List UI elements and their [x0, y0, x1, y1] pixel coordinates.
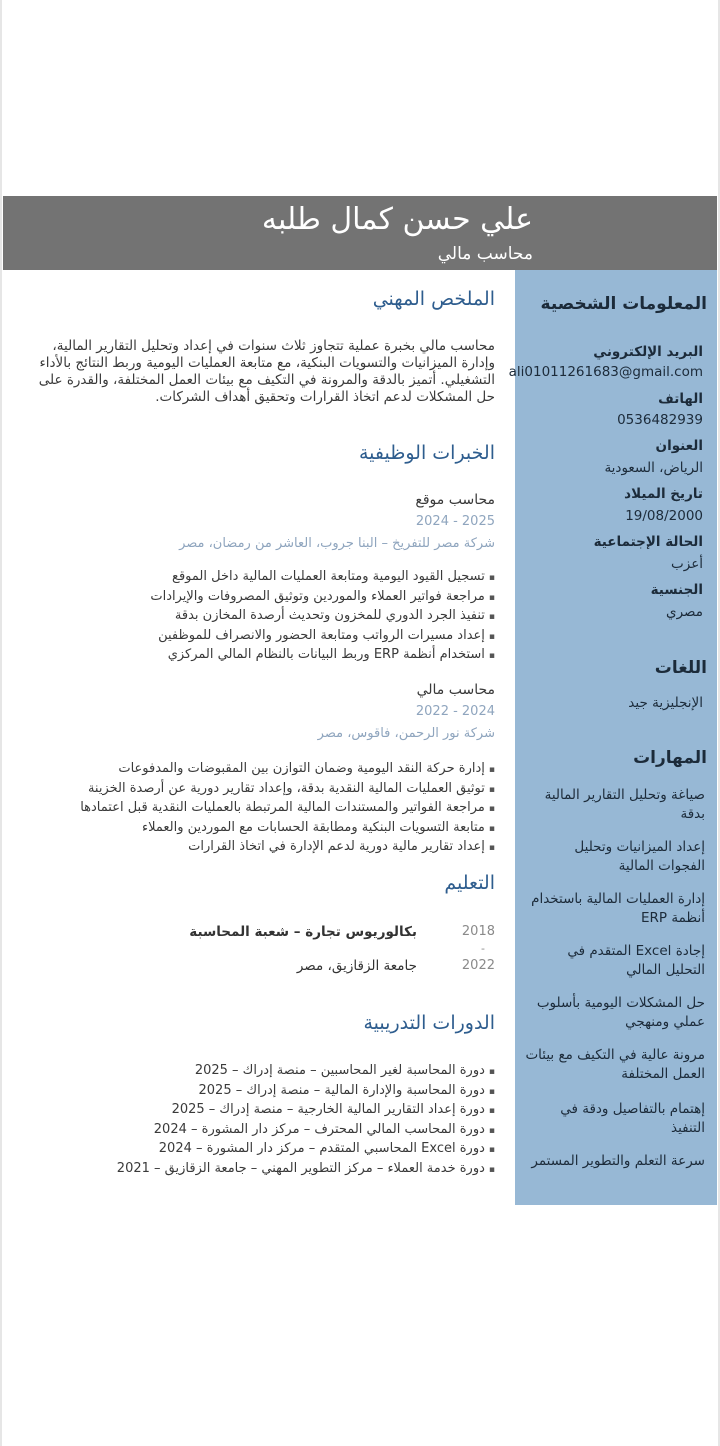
skill-item: مرونة عالية في التكيف مع بيئات العمل المختلفة	[525, 1047, 705, 1082]
skill-item: صياغة وتحليل التقارير المالية بدقة	[544, 787, 705, 822]
education-start-year: 2018	[461, 924, 495, 939]
resume-document	[3, 196, 717, 1205]
list-item: ▪ تسجيل القيود اليومية ومتابعة العمليات المالية داخل الموقع	[15, 568, 495, 588]
list-item: ▪ مراجعة الفواتير والمستندات المالية المرتبطة بالعمليات النقدية قبل اعتمادها	[15, 799, 495, 819]
main-column	[3, 270, 515, 1205]
courses-heading: الدورات التدريبية	[363, 1012, 495, 1034]
list-item: ▪ دورة المحاسب المالي المحترف – مركز دار المشورة – 2024	[15, 1121, 495, 1141]
frame-edge-left	[0, 0, 2, 1446]
list-item: ▪ تنفيذ الجرد الدوري للمخزون وتحديث أرصدة المخازن بدقة	[15, 607, 495, 627]
address-label: العنوان	[655, 438, 703, 454]
marital-status-label: الحالة الإجتماعية	[593, 534, 703, 550]
job-duties-list	[15, 568, 495, 666]
skills-heading: المهارات	[633, 748, 707, 768]
list-item: ▪ إعداد مسيرات الرواتب ومتابعة الحضور والانصراف للموظفين	[15, 627, 495, 647]
summary-heading: الملخص المهني	[372, 288, 495, 310]
summary-text: محاسب مالي بخبرة عملية تتجاوز ثلاث سنوات في إعداد وتحليل التقارير المالية، وإدارة الميزانيات والتسويات البنكية، مع متابعة العمليات اليومية وربط النتائج بالأداء التشغيلي. أتميز بالدقة والمرونة في التكيف مع بيئات العمل المختلفة، والقدرة على حل المشكلات لدعم اتخاذ القرارات وتحقيق أهداف الشركات.	[38, 338, 495, 405]
birth-date-value: 19/08/2000	[625, 508, 703, 524]
language-item: الإنجليزية جيد	[628, 695, 703, 711]
list-item: ▪ دورة Excel المحاسبي المتقدم – مركز دار المشورة – 2024	[15, 1140, 495, 1160]
education-year-dash: -	[481, 942, 485, 955]
nationality-label: الجنسية	[650, 582, 703, 598]
list-item: ▪ إعداد تقارير مالية دورية لدعم الإدارة في اتخاذ القرارات	[15, 838, 495, 858]
list-item: ▪ دورة المحاسبة لغير المحاسبين – منصة إدراك – 2025	[15, 1062, 495, 1082]
education-end-year: 2022	[461, 958, 495, 973]
education-heading: التعليم	[444, 872, 495, 894]
list-item: ▪ متابعة التسويات البنكية ومطابقة الحسابات مع الموردين والعملاء	[15, 819, 495, 839]
skill-item: إجادة Excel المتقدم في التحليل المالي	[567, 943, 705, 978]
person-name: علي حسن كمال طلبه	[261, 202, 533, 237]
birth-date-label: تاريخ الميلاد	[624, 486, 703, 502]
list-item: ▪ استخدام أنظمة ERP وربط البيانات بالنظام المالي المركزي	[15, 646, 495, 666]
list-item: ▪ دورة إعداد التقارير المالية الخارجية – منصة إدراك – 2025	[15, 1101, 495, 1121]
languages-heading: اللغات	[654, 658, 707, 678]
skill-item: سرعة التعلم والتطوير المستمر	[531, 1153, 705, 1169]
skill-item: حل المشكلات اليومية بأسلوب عملي ومنهجي	[536, 995, 705, 1030]
marital-status-value: أعزب	[671, 556, 703, 572]
list-item: ▪ دورة خدمة العملاء – مركز التطوير المهني – جامعة الزقازيق – 2021	[15, 1160, 495, 1180]
job-dates: 2024 - 2025	[415, 514, 495, 529]
job-duties-list	[15, 760, 495, 858]
person-job-title: محاسب مالي	[437, 244, 533, 264]
skill-item: إهتمام بالتفاصيل ودقة في التنفيذ	[560, 1101, 705, 1136]
list-item: ▪ دورة المحاسبة والإدارة المالية – منصة إدراك – 2025	[15, 1082, 495, 1102]
phone-label: الهاتف	[658, 391, 703, 407]
email-label: البريد الإلكتروني	[593, 344, 703, 360]
phone-value: 0536482939	[617, 412, 703, 428]
job-company: شركة مصر للتفريخ – البنا جروب، العاشر من رمضان، مصر	[179, 536, 495, 551]
education-degree: بكالوريوس تجارة – شعبة المحاسبة	[189, 924, 417, 940]
nationality-value: مصري	[666, 604, 703, 620]
personal-info-heading: المعلومات الشخصية	[540, 294, 707, 314]
courses-list	[15, 1062, 495, 1179]
job-dates: 2022 - 2024	[415, 704, 495, 719]
skill-item: إدارة العمليات المالية باستخدام أنظمة ERP	[531, 891, 705, 926]
experience-heading: الخبرات الوظيفية	[358, 442, 495, 464]
job-title: محاسب موقع	[415, 492, 495, 508]
education-school: جامعة الزقازيق، مصر	[296, 958, 417, 974]
list-item: ▪ توثيق العمليات المالية النقدية بدقة، وإعداد تقارير دورية عن أرصدة الخزينة	[15, 780, 495, 800]
list-item: ▪ إدارة حركة النقد اليومية وضمان التوازن بين المقبوضات والمدفوعات	[15, 760, 495, 780]
sidebar	[508, 270, 717, 1205]
job-company: شركة نور الرحمن، فاقوس، مصر	[317, 726, 495, 741]
job-title: محاسب مالي	[416, 682, 495, 698]
list-item: ▪ مراجعة فواتير العملاء والموردين وتوثيق المصروفات والإيرادات	[15, 588, 495, 608]
email-value: ali01011261683@gmail.com	[508, 364, 703, 380]
skill-item: إعداد الميزانيات وتحليل الفجوات المالية	[574, 839, 705, 874]
resume-header	[3, 196, 717, 270]
address-value: الرياض، السعودية	[604, 460, 703, 476]
